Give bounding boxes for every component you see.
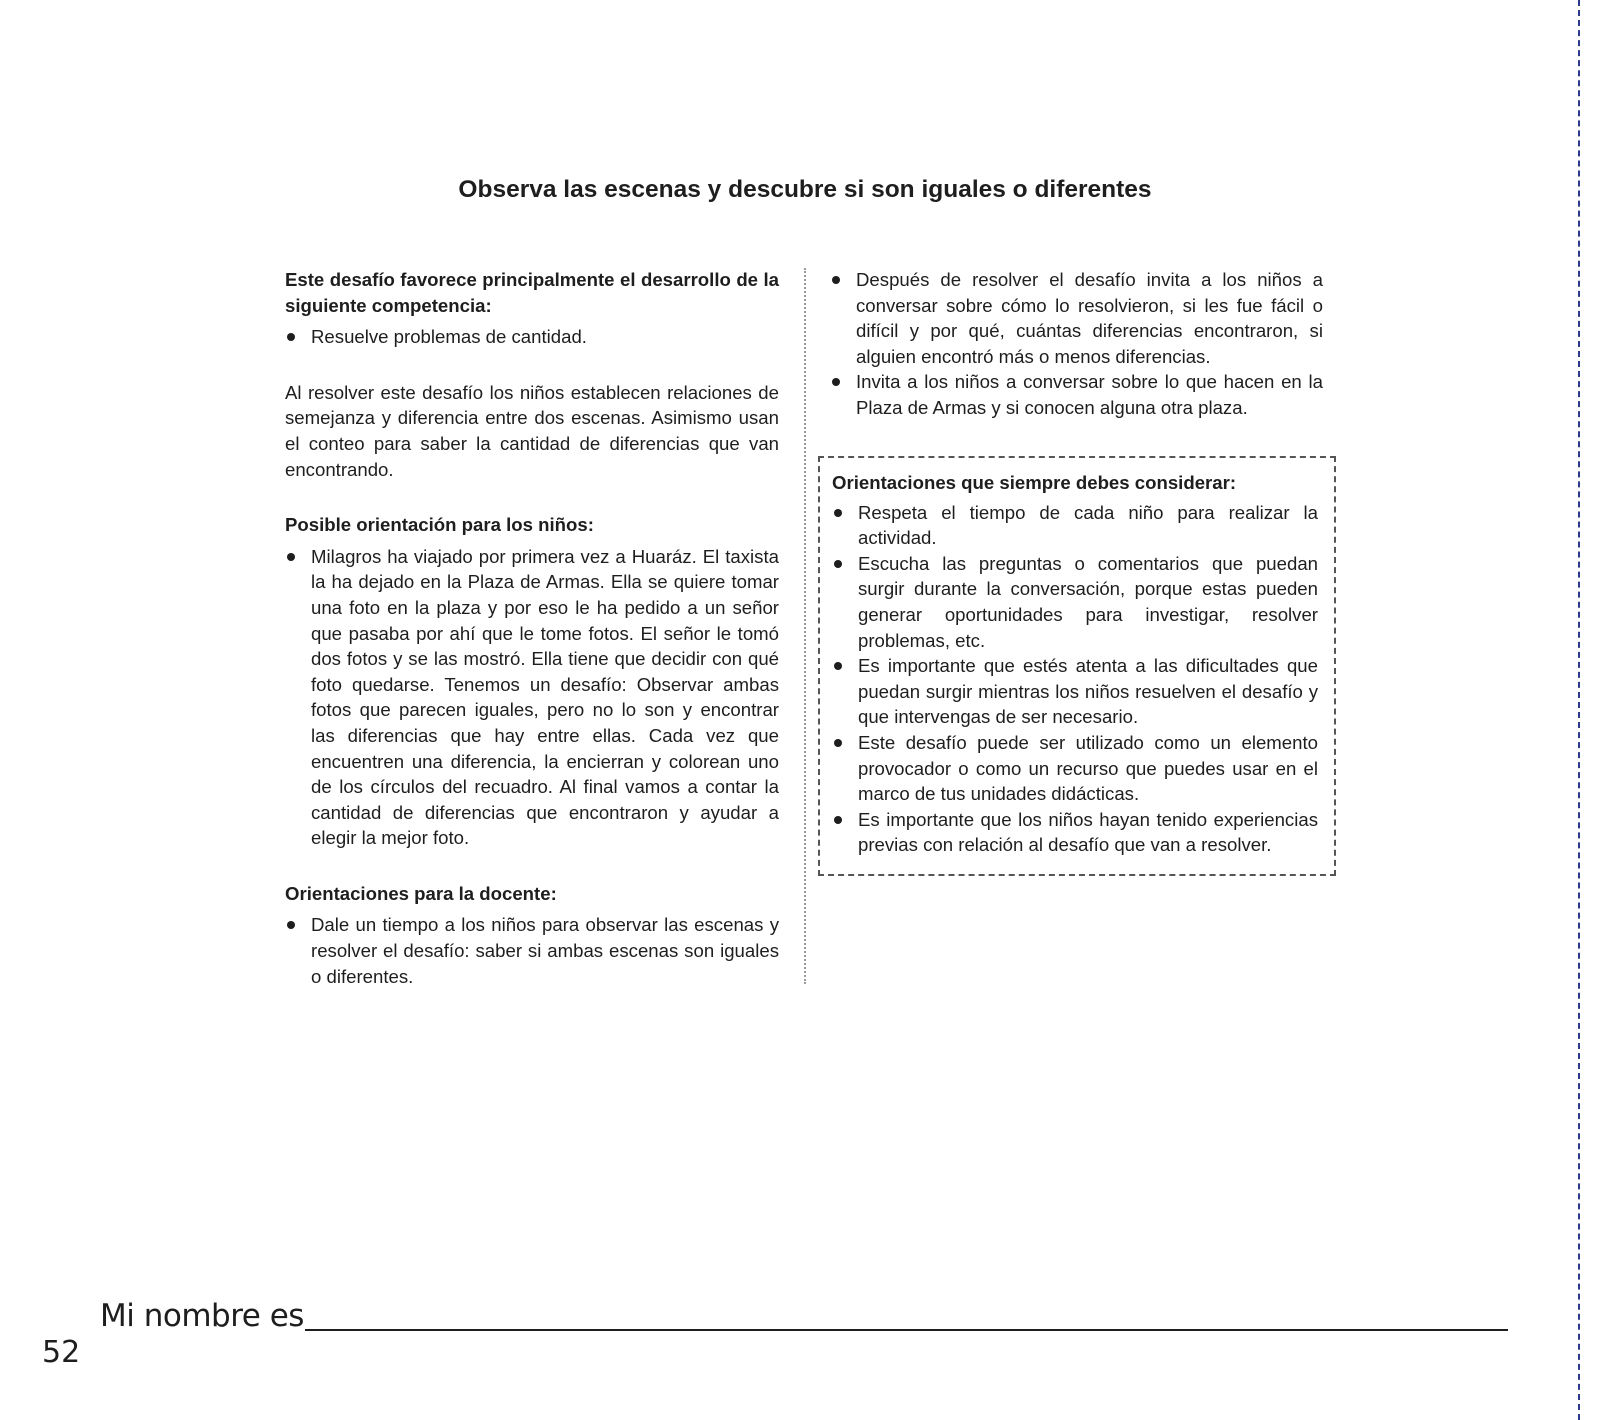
list-item bbox=[832, 653, 1318, 730]
name-label: Mi nombre es bbox=[100, 1298, 304, 1334]
bullet-icon bbox=[287, 553, 295, 561]
list-item-text: Invita a los niños a conversar sobre lo que hacen en la Plaza de Armas y si conocen alguna otra plaza. bbox=[856, 371, 1323, 418]
list-item-text: Resuelve problemas de cantidad. bbox=[311, 326, 587, 348]
list-item bbox=[285, 324, 779, 350]
list-item bbox=[832, 551, 1318, 653]
cut-line bbox=[1578, 0, 1580, 1420]
list-item bbox=[830, 267, 1323, 369]
competency-list bbox=[285, 324, 779, 350]
description-paragraph: Al resolver este desafío los niños establecen relaciones de semejanza y diferencia entre dos escenas. Asimismo usan el conteo para saber la cantidad de diferencias que van encontrando. bbox=[285, 381, 779, 480]
bullet-icon bbox=[832, 276, 840, 284]
orientation-heading: Posible orientación para los niños: bbox=[285, 514, 594, 536]
list-item-text: Este desafío puede ser utilizado como un elemento provocador o como un recurso que puedes usar en el marco de tus unidades didácticas. bbox=[858, 731, 1318, 805]
right-column bbox=[830, 267, 1323, 421]
list-item-text: Es importante que los niños hayan tenido experiencias previas con relación al desafío que van a resolver. bbox=[858, 808, 1318, 856]
bullet-icon bbox=[832, 378, 840, 386]
right-list bbox=[830, 267, 1323, 421]
page-number: 52 bbox=[42, 1335, 81, 1370]
list-item bbox=[832, 807, 1318, 858]
bullet-icon bbox=[834, 816, 842, 824]
list-item-text: Dale un tiempo a los niños para observar las escenas y resolver el desafío: saber si ambas escenas son iguales o diferentes. bbox=[311, 914, 779, 987]
box-list bbox=[832, 500, 1318, 858]
list-item bbox=[285, 544, 779, 851]
teacher-heading: Orientaciones para la docente: bbox=[285, 882, 557, 904]
left-column bbox=[285, 267, 779, 989]
orientation-list bbox=[285, 544, 779, 851]
list-item-text: Milagros ha viajado por primera vez a Huaráz. El taxista la ha dejado en la Plaza de Armas. Ella se quiere tomar una foto en la plaza y por eso le ha pedido a un señor que pasaba por ahí que le tome fotos. El señor le tomó dos fotos y se las mostró. Ella tiene que decidir con qué foto quedarse. Tenemos un desafío: Observar ambas fotos que parecen iguales, pero no lo son y encontrar las diferencias que hay entre ellas. Cada vez que encuentren una diferencia, la encierran y colorean uno de los círculos del recuadro. Al final vamos a contar la cantidad de diferencias que encontraron y ayudar a elegir la mejor foto. bbox=[311, 545, 779, 849]
competency-intro: Este desafío favorece principalmente el desarrollo de la siguiente competencia: bbox=[285, 269, 779, 316]
name-write-line[interactable] bbox=[305, 1329, 1508, 1331]
bullet-icon bbox=[834, 509, 842, 517]
page-title: Observa las escenas y descubre si son iguales o diferentes bbox=[458, 176, 1152, 203]
bullet-icon bbox=[834, 560, 842, 568]
column-separator bbox=[804, 268, 806, 984]
teacher-list bbox=[285, 912, 779, 989]
list-item bbox=[285, 912, 779, 989]
list-item bbox=[832, 730, 1318, 807]
list-item-text: Después de resolver el desafío invita a los niños a conversar sobre cómo lo resolvieron, si les fue fácil o difícil y por qué, cuántas diferencias encontraron, si alguien encontró más o menos diferencias. bbox=[856, 269, 1323, 367]
list-item-text: Respeta el tiempo de cada niño para realizar la actividad. bbox=[858, 501, 1318, 549]
list-item-text: Es importante que estés atenta a las dificultades que puedan surgir mientras los niños resuelven el desafío y que intervengas de ser necesario. bbox=[858, 655, 1318, 728]
list-item bbox=[832, 500, 1318, 551]
bullet-icon bbox=[287, 921, 295, 929]
list-item bbox=[830, 369, 1323, 420]
list-item-text: Escucha las preguntas o comentarios que puedan surgir durante la conversación, porque estas pueden generar oportunidades para investigar, resolver problemas, etc. bbox=[858, 552, 1318, 651]
bullet-icon bbox=[834, 739, 842, 747]
bullet-icon bbox=[287, 333, 295, 341]
considerations-box bbox=[818, 456, 1336, 876]
bullet-icon bbox=[834, 662, 842, 670]
box-heading: Orientaciones que siempre debes considerar: bbox=[832, 472, 1237, 493]
